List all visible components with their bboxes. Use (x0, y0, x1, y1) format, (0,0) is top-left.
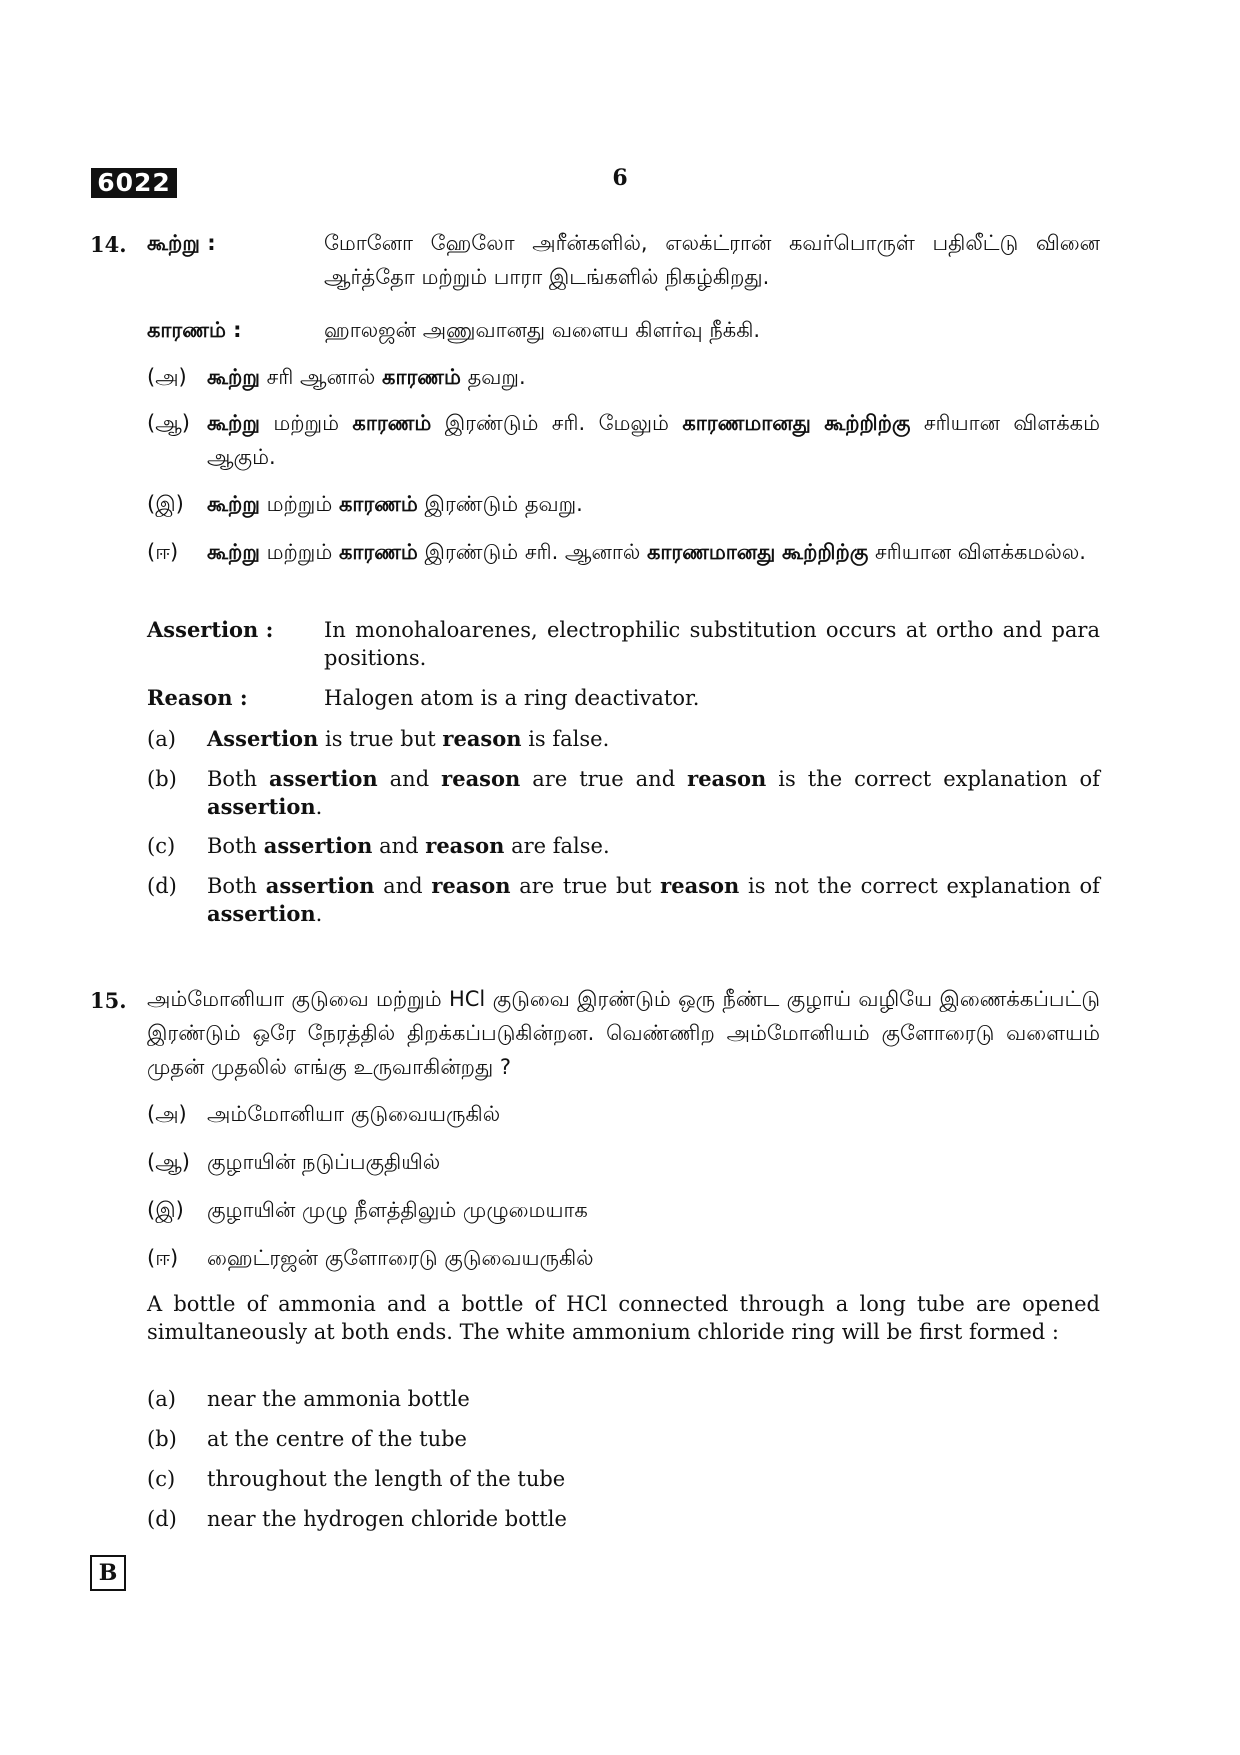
question-15-number: 15. (90, 988, 127, 1013)
option-text: ஹைட்ரஜன் குளோரைடு குடுவையருகில் (207, 1246, 594, 1270)
option-label: (இ) (147, 492, 184, 516)
option-text: அம்மோனியா குடுவையருகில் (207, 1102, 501, 1126)
option-label: (அ) (147, 365, 187, 389)
option-text: at the centre of the tube (207, 1427, 467, 1451)
option-text: near the hydrogen chloride bottle (207, 1507, 567, 1531)
q14-ta-option-b (0, 406, 1240, 474)
option-label: (c) (147, 1467, 176, 1491)
q14-ta-assertion-label: கூற்று : (147, 231, 216, 255)
question-14-number: 14. (90, 232, 127, 257)
q15-ta-option-d (0, 1241, 1240, 1275)
q14-en-option-b (0, 765, 1240, 821)
option-text: குழாயின் முழு நீளத்திலும் முழுமையாக (207, 1198, 588, 1222)
option-label: (d) (147, 1507, 177, 1531)
option-text: கூற்று மற்றும் காரணம் இரண்டும் சரி. மேலும் காரணமானது கூற்றிற்கு சரியான விளக்கம் ஆகும். (207, 411, 1100, 469)
option-label: (ஈ) (147, 540, 179, 564)
q15-ta-option-a (0, 1097, 1240, 1131)
option-text: கூற்று மற்றும் காரணம் இரண்டும் தவறு. (207, 492, 583, 516)
option-text: Both assertion and reason are true but reason is not the correct explanation of assertion. (207, 873, 1100, 926)
q15-ta-question: அம்மோனியா குடுவை மற்றும் HCl குடுவை இரண்டும் ஒரு நீண்ட குழாய் வழியே இணைக்கப்பட்டு இரண்டும் ஒரே நேரத்தில் திறக்கப்படுகின்றன. வெண்ணிற அம்மோனியம் குளோரைடு வளையம் முதன் முதலில் எங்கு உருவாகின்றது ? (147, 987, 1100, 1079)
option-text: near the ammonia bottle (207, 1387, 470, 1411)
q15-en-option-b (0, 1425, 1240, 1453)
q14-en-option-c (0, 832, 1240, 860)
q14-en-assertion-text: In monohaloarenes, electrophilic substitution occurs at ortho and para positions. (324, 618, 1100, 670)
q14-ta-assertion-text: மோனோ ஹேலோ அரீன்களில், எலக்ட்ரான் கவர்பொருள் பதிலீட்டு வினை ஆர்த்தோ மற்றும் பாரா இடங்களில் நிகழ்கிறது. (324, 231, 1100, 289)
option-text: Assertion is true but reason is false. (207, 726, 610, 751)
q14-ta-reason-text: ஹாலஜன் அணுவானது வளைய கிளர்வு நீக்கி. (324, 318, 761, 342)
page-number: 6 (612, 165, 628, 191)
option-label: (ஆ) (147, 1150, 190, 1174)
option-text: Both assertion and reason are false. (207, 833, 610, 858)
option-label: (இ) (147, 1198, 184, 1222)
q14-ta-reason-label: காரணம் : (147, 318, 242, 342)
q14-ta-reason-row (0, 313, 1240, 347)
q14-ta-option-c (0, 487, 1240, 521)
option-label: (d) (147, 874, 177, 898)
option-text: கூற்று சரி ஆனால் காரணம் தவறு. (207, 365, 526, 389)
option-label: (அ) (147, 1102, 187, 1126)
option-label: (b) (147, 1427, 177, 1451)
option-text: குழாயின் நடுப்பகுதியில் (207, 1150, 441, 1174)
q14-en-reason-row (0, 684, 1240, 712)
q14-en-reason-label: Reason : (147, 685, 248, 710)
q15-en-option-a (0, 1385, 1240, 1413)
q14-ta-option-d (0, 535, 1240, 603)
q15-en-question: A bottle of ammonia and a bottle of HCl connected through a long tube are opened simultaneously at both ends. The white ammonium chloride ring will be first formed : (147, 1292, 1100, 1344)
option-label: (ஆ) (147, 411, 190, 435)
set-label-box: B (90, 1555, 126, 1591)
option-text: throughout the length of the tube (207, 1467, 566, 1491)
q14-en-reason-text: Halogen atom is a ring deactivator. (324, 686, 700, 710)
q14-en-assertion-row (0, 616, 1240, 672)
q15-en-option-c (0, 1465, 1240, 1493)
q14-en-assertion-label: Assertion : (147, 617, 274, 642)
paper-code: 6022 (91, 168, 177, 198)
option-label: (a) (147, 1387, 176, 1411)
q15-ta-option-b (0, 1145, 1240, 1179)
option-label: (a) (147, 727, 176, 751)
q15-ta-option-c (0, 1193, 1240, 1227)
q14-en-option-d (0, 872, 1240, 928)
option-label: (ஈ) (147, 1246, 179, 1270)
option-text: Both assertion and reason are true and reason is the correct explanation of assertion. (207, 766, 1100, 819)
q14-ta-assertion-row (0, 226, 1240, 296)
q15-en-option-d (0, 1505, 1240, 1533)
option-label: (c) (147, 834, 176, 858)
option-text: கூற்று மற்றும் காரணம் இரண்டும் சரி. ஆனால் காரணமானது கூற்றிற்கு சரியான விளக்கமல்ல. (207, 540, 1086, 564)
option-label: (b) (147, 767, 177, 791)
q14-ta-option-a (0, 360, 1240, 394)
q14-en-option-a (0, 725, 1240, 753)
